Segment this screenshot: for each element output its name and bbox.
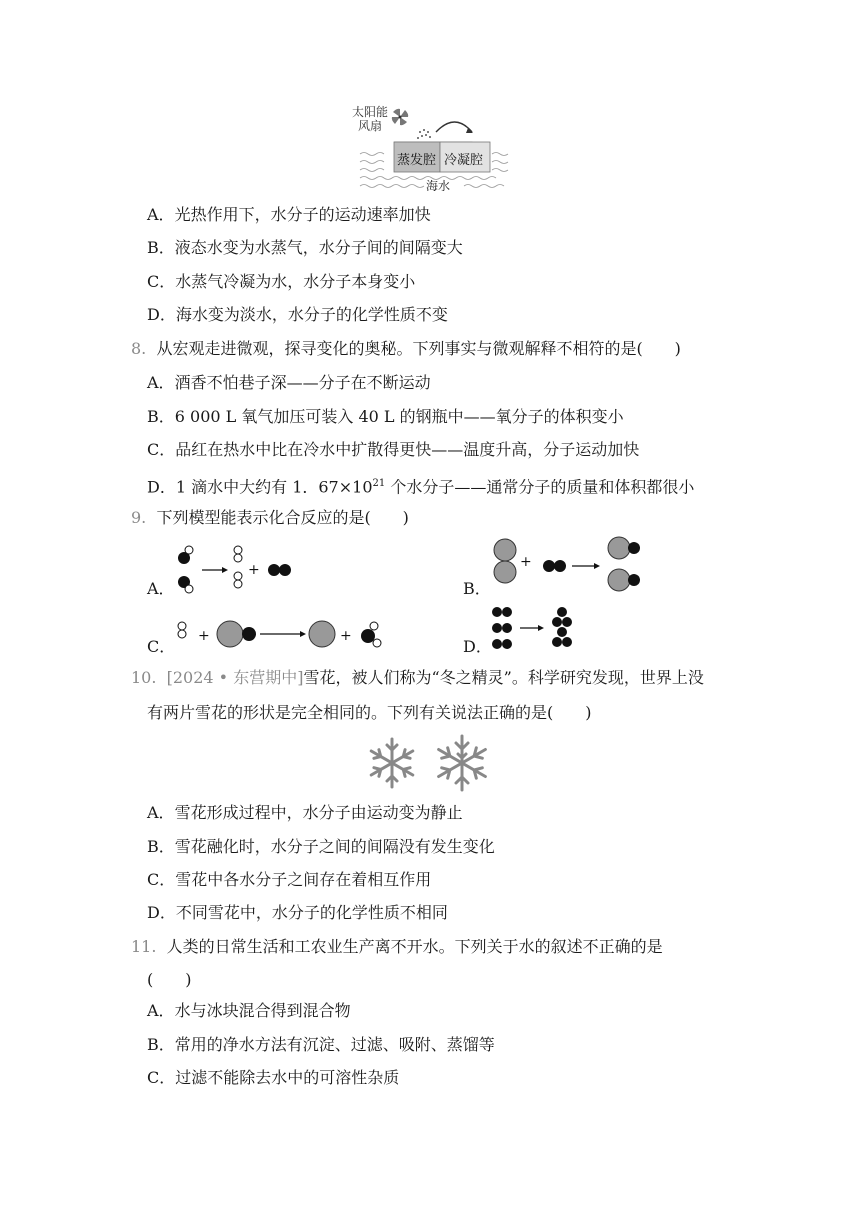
q8-option-c [147, 440, 639, 460]
q10-stem-text-2: 有两片雪花的形状是完全相同的。下列有关说法正确的是( ) [147, 703, 592, 722]
q10-stem-line-1 [131, 668, 704, 688]
q9-c-plus-2: + [340, 628, 352, 644]
q8-stem [131, 339, 681, 359]
q10-option-c [147, 870, 431, 890]
q7-option-a-label: A． [147, 205, 175, 224]
q8-option-a [147, 373, 431, 393]
q9-option-a-label: A． [147, 579, 175, 598]
q9-option-b-model [488, 536, 648, 600]
q9-c-plus-1: + [198, 628, 210, 644]
q8-option-b-label: B． [147, 407, 175, 426]
q10-number: 10. [131, 668, 157, 687]
q8-option-c-text: 品红在热水中比在冷水中扩散得更快——温度升高，分子运动加快 [175, 440, 640, 459]
vapor-arrow [436, 122, 472, 132]
cond-chamber-label: 冷凝腔 [444, 153, 484, 168]
vapor-dots [417, 129, 431, 139]
q7-option-b-label: B． [147, 238, 175, 257]
q10-source: [2024 • 东营期中] [166, 668, 304, 687]
fan-icon [392, 109, 408, 125]
q11-option-b [147, 1035, 495, 1055]
q9-a-plus: + [248, 562, 260, 578]
q11-option-c-text: 过滤不能除去水中的可溶性杂质 [175, 1068, 400, 1087]
q11-stem-text-2: ( ) [147, 970, 192, 989]
q7-option-b-text: 液态水变为水蒸气，水分子间的间隔变大 [174, 238, 463, 257]
q9-option-d-label: D． [463, 637, 492, 656]
solar-desalination-figure [350, 102, 512, 192]
q7-option-d-text: 海水变为淡水，水分子的化学性质不变 [175, 305, 448, 324]
q9-option-b-label: B． [463, 579, 491, 598]
q8-option-c-label: C． [147, 440, 176, 459]
q11-option-a [147, 1001, 351, 1021]
q8-option-d-text-after: 个水分子——通常分子的质量和体积都很小 [385, 477, 695, 497]
q8-number: 8. [131, 339, 147, 358]
q10-option-a-label: A． [147, 803, 175, 822]
q11-stem-text-1: 人类的日常生活和工农业生产离不开水。下列关于水的叙述不正确的是 [166, 937, 663, 956]
q9-number: 9. [131, 508, 147, 527]
q11-option-c [147, 1068, 399, 1088]
q8-option-b-text: 6 000 L 氧气加压可装入 40 L 的钢瓶中——氧分子的体积变小 [174, 407, 624, 426]
q9-stem-text: 下列模型能表示化合反应的是( ) [156, 508, 409, 527]
q8-option-a-label: A． [147, 373, 175, 392]
fan-label: 风扇 [358, 119, 383, 133]
q7-option-c-text: 水蒸气冷凝为水，水分子本身变小 [175, 272, 416, 291]
q9-option-c-label: C． [147, 637, 176, 656]
q11-stem-line-2 [147, 970, 192, 990]
q10-stem-text-1: 雪花，被人们称为“冬之精灵”。科学研究发现，世界上没 [303, 668, 704, 687]
q9-option-a-model [170, 540, 300, 596]
q11-stem-line-1 [131, 937, 663, 957]
q11-option-b-label: B． [147, 1035, 175, 1054]
q10-option-d [147, 903, 448, 923]
q9-b-plus: + [520, 554, 532, 570]
q8-option-d-text-before: 1 滴水中大约有 1．67×10 [175, 477, 373, 497]
evap-chamber-label: 蒸发腔 [397, 153, 437, 168]
q8-option-d [147, 474, 694, 497]
q10-option-d-label: D． [147, 903, 176, 922]
sea-label: 海水 [426, 179, 451, 192]
q11-option-b-text: 常用的净水方法有沉淀、过滤、吸附、蒸馏等 [174, 1035, 495, 1054]
q7-option-a [147, 205, 431, 225]
q9-option-c-model [170, 616, 390, 652]
q7-option-a-text: 光热作用下，水分子的运动速率加快 [174, 205, 431, 224]
q8-option-d-label: D． [147, 477, 176, 497]
q10-option-a-text: 雪花形成过程中，水分子由运动变为静止 [174, 803, 463, 822]
q11-option-c-label: C． [147, 1068, 176, 1087]
q11-option-a-label: A． [147, 1001, 175, 1020]
q10-option-c-label: C． [147, 870, 176, 889]
snowflake-icon [436, 736, 489, 790]
q10-option-d-text: 不同雪花中，水分子的化学性质不相同 [175, 903, 448, 922]
q7-option-b [147, 238, 463, 258]
snowflakes-figure [366, 734, 496, 792]
q8-option-b [147, 407, 624, 427]
q7-option-c [147, 272, 415, 292]
q8-stem-text: 从宏观走进微观，探寻变化的奥秘。下列事实与微观解释不相符的是( ) [156, 339, 681, 358]
q8-option-a-text: 酒香不怕巷子深——分子在不断运动 [174, 373, 431, 392]
q10-option-b-text: 雪花融化时，水分子之间的间隔没有发生变化 [174, 837, 495, 856]
q9-stem [131, 508, 409, 528]
solar-label: 太阳能 [352, 105, 389, 119]
q11-number: 11. [131, 937, 157, 956]
q7-option-d-label: D． [147, 305, 176, 324]
q11-option-a-text: 水与冰块混合得到混合物 [174, 1001, 351, 1020]
q9-option-d-model [488, 604, 578, 654]
q7-option-d [147, 305, 448, 325]
q10-option-b [147, 837, 495, 857]
q10-option-b-label: B． [147, 837, 175, 856]
q10-option-a [147, 803, 463, 823]
q10-stem-line-2 [147, 703, 592, 723]
snowflake-icon [369, 739, 416, 787]
q7-option-c-label: C． [147, 272, 176, 291]
q8-option-d-exponent: 21 [372, 478, 386, 489]
q10-option-c-text: 雪花中各水分子之间存在着相互作用 [175, 870, 432, 889]
